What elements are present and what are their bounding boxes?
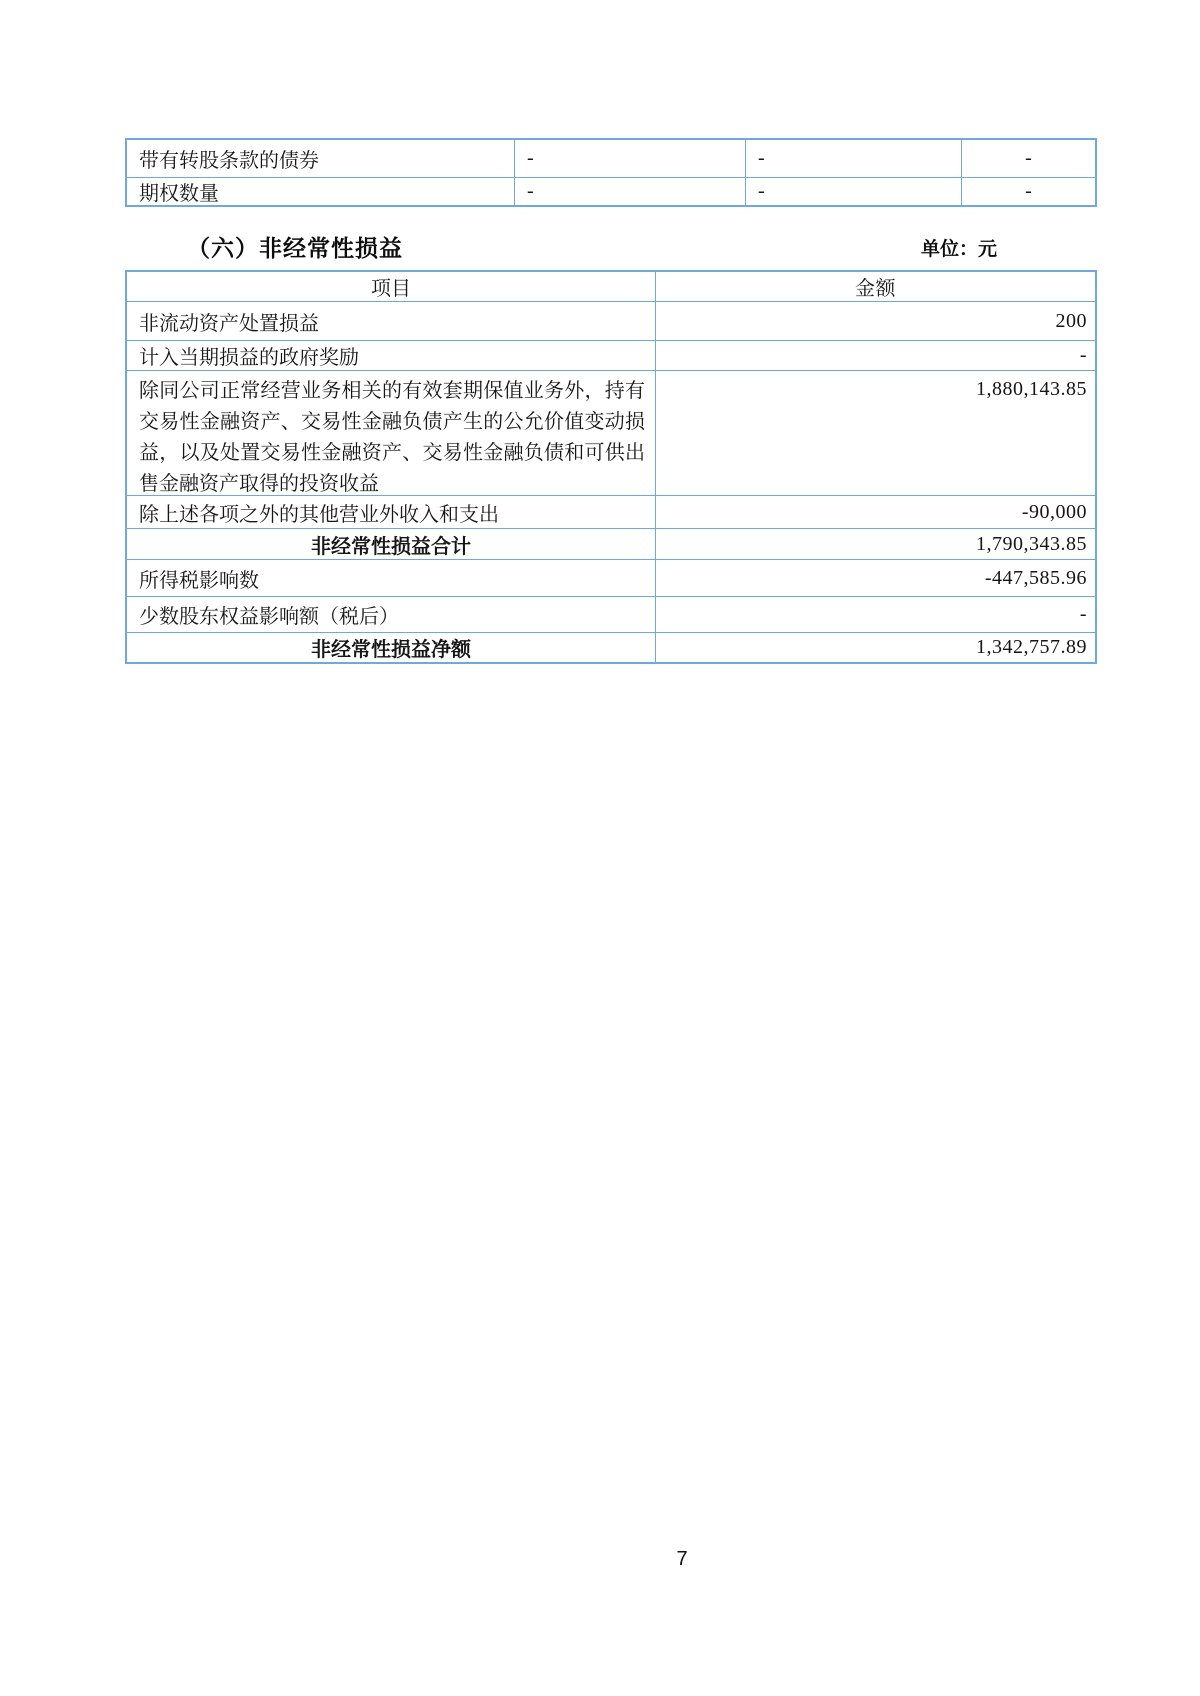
table-row <box>127 340 1095 370</box>
column-header-amount: 金额 <box>655 272 1095 301</box>
table-row <box>127 177 1095 205</box>
amount-cell: -447,585.96 <box>655 560 1095 596</box>
table-row <box>127 495 1095 528</box>
amount-cell: - <box>655 597 1095 632</box>
row-value: - <box>745 140 961 177</box>
amount-cell: 1,342,757.89 <box>655 633 1095 662</box>
row-label: 期权数量 <box>139 183 219 205</box>
item-cell: 少数股东权益影响额（税后） <box>139 606 399 628</box>
table-row-subtotal <box>127 528 1095 559</box>
amount-cell: - <box>655 341 1095 370</box>
item-cell: 计入当期损益的政府奖励 <box>139 347 359 369</box>
row-value: - <box>961 140 1095 177</box>
table-row <box>127 140 1095 177</box>
amount-cell: 1,880,143.85 <box>655 371 1095 495</box>
row-value: - <box>961 178 1095 205</box>
unit-label: 单位：元 <box>921 239 998 260</box>
item-cell: 除上述各项之外的其他营业外收入和支出 <box>139 503 499 526</box>
table-row-total <box>127 632 1095 662</box>
table-row <box>127 301 1095 340</box>
table-row <box>127 559 1095 596</box>
row-label: 带有转股条款的债券 <box>139 150 319 172</box>
row-value: - <box>514 178 745 205</box>
table-row <box>127 596 1095 632</box>
item-cell: 非流动资产处置损益 <box>139 312 319 335</box>
table-header-row <box>127 272 1095 301</box>
carryover-table <box>125 138 1097 207</box>
item-cell: 所得税影响数 <box>139 569 259 592</box>
section-heading: （六）非经常性损益 <box>187 235 403 261</box>
table-row <box>127 370 1095 495</box>
row-value: - <box>514 140 745 177</box>
amount-cell: 200 <box>655 302 1095 340</box>
item-cell: 非经常性损益合计 <box>311 535 471 558</box>
item-cell: 非经常性损益净额 <box>311 639 471 661</box>
page-number: 7 <box>676 1548 688 1570</box>
row-value: - <box>745 178 961 205</box>
column-header-item: 项目 <box>371 278 411 300</box>
non-recurring-items-table <box>125 270 1097 664</box>
amount-cell: 1,790,343.85 <box>655 529 1095 559</box>
amount-cell: -90,000 <box>655 496 1095 528</box>
item-cell: 除同公司正常经营业务相关的有效套期保值业务外，持有交易性金融资产、交易性金融负债产生的公允价值变动损益，以及处置交易性金融资产、交易性金融负债和可供出售金融资产取得的投资收益 <box>139 380 645 495</box>
